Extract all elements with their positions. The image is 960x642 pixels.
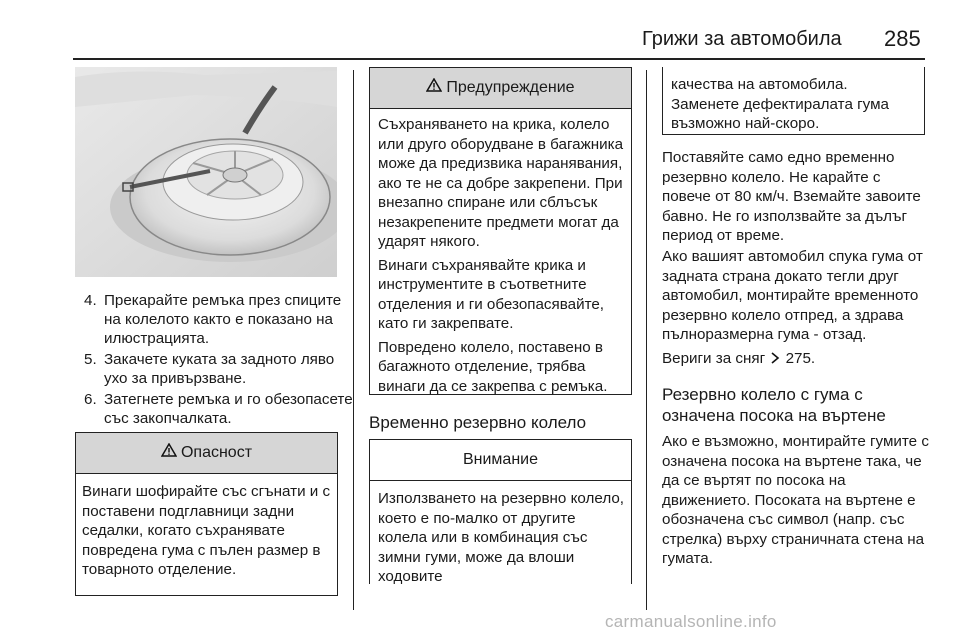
warning-box bbox=[369, 67, 632, 395]
attention-text-continued: качества на автомобила. Заменете дефектиралата гума възможно най-скоро. bbox=[671, 76, 889, 132]
snow-chains-page-link[interactable]: 275. bbox=[785, 350, 816, 367]
spare-wheel-illustration bbox=[75, 67, 337, 277]
col3-paragraph-1: Поставяйте само едно временно резервно колело. Не карайте с повече от 80 км/ч. Вземайте завоите бавно. Не го използвайте за дълъг период от време. bbox=[662, 149, 921, 244]
snow-chains-reference: Вериги за сняг 275. bbox=[662, 350, 816, 367]
temp-spare-heading: Временно резервно колело bbox=[369, 413, 587, 432]
attention-box-continued bbox=[662, 67, 925, 135]
spare-wheel-figure bbox=[75, 67, 337, 277]
danger-text: Винаги шофирайте със сгънати и с поставени подглавници задни седалки, когато съхранявате повредена гума с пълен размер в товарното отделение. bbox=[82, 483, 331, 578]
page-header-title: Грижи за автомобила bbox=[642, 28, 842, 50]
list-item-step-6: 6. Затегнете ремъка и го обезопасете със закопчалката. bbox=[84, 391, 353, 428]
attention-title: Внимание bbox=[370, 440, 631, 481]
warning-paragraph-3: Повредено колело, поставено в багажното отделение, трябва винаги да се закрепва с ремъка. bbox=[378, 338, 608, 395]
warning-paragraph-2: Винаги съхранявайте крика и инструментите в съответните отделения и ги обезопасявайте, като ги закрепвате. bbox=[378, 256, 605, 332]
directional-heading: Резервно колело с гума с означена посока на въртене bbox=[662, 385, 886, 425]
warning-triangle-icon bbox=[426, 68, 442, 108]
directional-text: Ако е възможно, монтирайте гумите с означена посока на въртене така, че да се въртят по посока на движението. Посоката на въртене е обозначена със символ (напр. със стрелка) върху страничната стена на гумата. bbox=[662, 433, 929, 567]
attention-text-start: Използването на резервно колело, което е по-малко от другите колела или в комбинация със зимни гуми, може да влоши ходовите bbox=[378, 490, 625, 585]
list-item-step-5: 5. Закачете куката за задното ляво ухо за привързване. bbox=[84, 351, 335, 388]
column-divider-1 bbox=[353, 70, 354, 610]
attention-box bbox=[369, 439, 632, 584]
warning-triangle-icon bbox=[161, 433, 177, 473]
header-rule bbox=[73, 58, 925, 60]
watermark: carmanualsonline.info bbox=[605, 612, 777, 631]
arrow-ref-icon bbox=[769, 350, 785, 367]
warning-title: Предупреждение bbox=[370, 68, 631, 109]
col3-paragraph-2: Ако вашият автомобил спука гума от задната страна докато тегли друг автомобил, монтирайте временното резервно колело отпред, а здрава пълноразмерна гума - отзад. bbox=[662, 248, 923, 343]
danger-title: Опасност bbox=[76, 433, 337, 474]
list-item-step-4: 4. Прекарайте ремъка през спиците на колелото както е показано на илюстрацията. bbox=[84, 292, 342, 348]
page-number: 285 bbox=[884, 26, 921, 51]
danger-box bbox=[75, 432, 338, 596]
column-divider-2 bbox=[646, 70, 647, 610]
warning-paragraph-1: Съхраняването на крика, колело или друго оборудване в багажника може да предизвика наранявания, ако те не са добре закрепени. При внезапно спиране или сблъсък незакрепените предмети могат да ударят някого. bbox=[378, 116, 624, 250]
